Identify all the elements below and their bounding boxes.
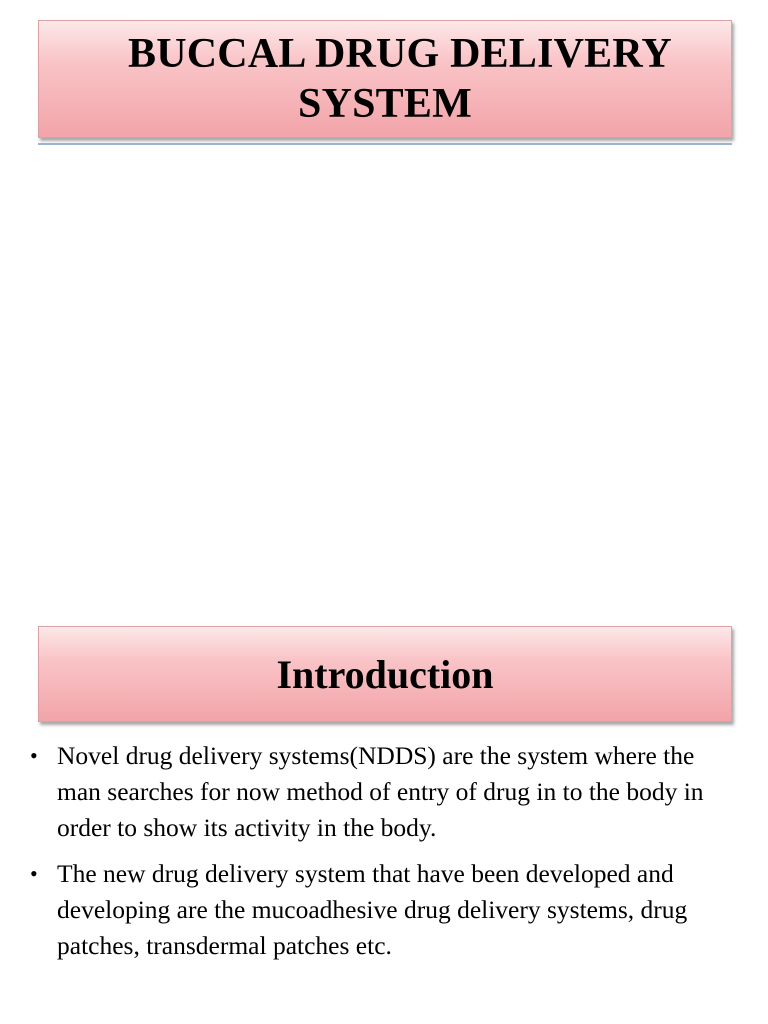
bullet-dot-icon: • [30,743,38,768]
bullet-text: Novel drug delivery systems(NDDS) are the system where the man searches for now method of entry of drug in to the body in order to show its activity in the body. [57,741,704,842]
bullet-item [30,856,710,964]
intro-banner [38,626,732,722]
intro-heading: Introduction [276,652,494,697]
title-line-2: SYSTEM [298,81,472,127]
intro-bullet-list [30,738,710,974]
title-line-1: BUCCAL DRUG DELIVERY [128,31,672,77]
bullet-item [30,738,710,846]
bullet-text: The new drug delivery system that have been developed and developing are the mucoadhesive drug delivery systems, drug patches, transdermal patches etc. [57,859,688,960]
title-banner [38,20,732,138]
title-underline-divider [38,143,732,145]
bullet-dot-icon: • [30,861,38,886]
